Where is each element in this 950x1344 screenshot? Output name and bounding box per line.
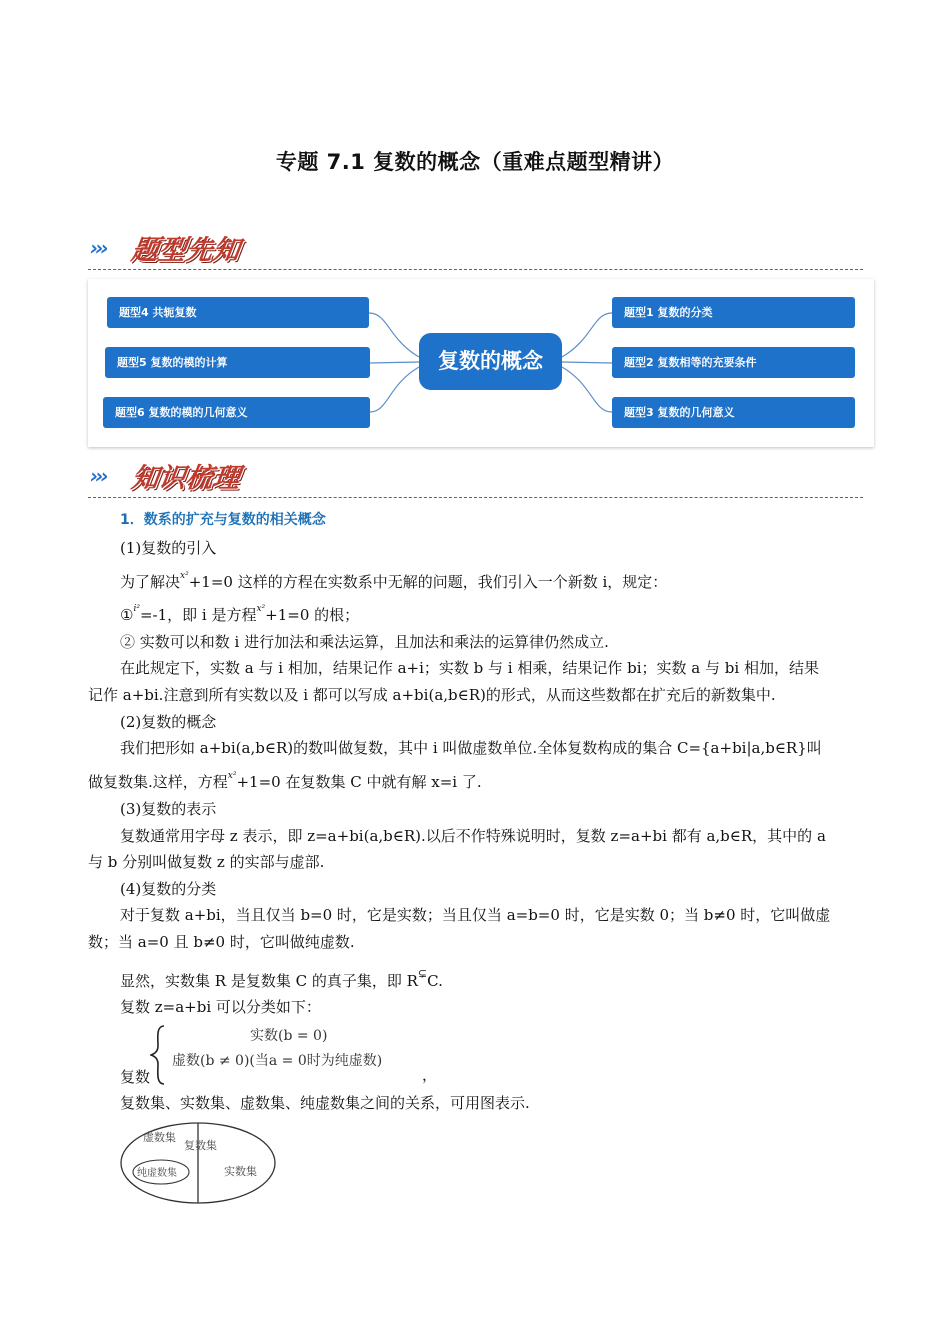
dashed-divider: [88, 497, 863, 498]
para-class-heading: (4)复数的分类: [120, 880, 217, 898]
section-heading: 1．数系的扩充与复数的相关概念: [120, 512, 326, 528]
para-concept-line2: 做复数集.这样，方程$^{x^2}$+1=0 在复数集 C 中就有解 x=i 了.: [88, 771, 482, 791]
para-repr-heading: (3)复数的表示: [120, 800, 217, 818]
para-repr-line1: 复数通常用字母 z 表示，即 z=a+bi(a,b∈R).以后不作特殊说明时，复数 z=a+bi 都有 a,b∈R，其中的 a: [120, 827, 826, 845]
para-define-line1: 在此规定下，实数 a 与 i 相加，结果记作 a+i；实数 b 与 i 相乘，结果记作 bi；实数 a 与 bi 相加，结果: [120, 659, 819, 677]
banner-text: 题型先知: [129, 235, 242, 266]
classify-real: 实数(b = 0): [250, 1028, 328, 1044]
para-rule2: ② 实数可以和数 i 进行加法和乘法运算，且加法和乘法的运算律仍然成立.: [120, 633, 609, 651]
para-define-line2: 记作 a+bi.注意到所有实数以及 i 都可以写成 a+bi(a,b∈R)的形式，从而这些数都在扩充后的新数集中.: [88, 686, 776, 704]
classify-imag: 虚数(b ≠ 0)(当a = 0时为纯虚数): [172, 1053, 383, 1069]
para-rule1: ①$^{i^2}$=-1，即 i 是方程$^{x^2}$+1=0 的根；: [120, 604, 360, 624]
para-classify-intro: 复数 z=a+bi 可以分类如下：: [120, 998, 321, 1016]
mind-node-type2: 题型2 复数相等的充要条件: [612, 347, 855, 378]
dashed-divider: [88, 269, 863, 270]
mind-node-type4: 题型4 共轭复数: [107, 297, 369, 328]
venn-imag-label: 虚数集: [143, 1131, 176, 1144]
banner-knowledge: [88, 454, 863, 498]
mind-center: 复数的概念: [419, 333, 562, 390]
mind-node-type6: 题型6 复数的模的几何意义: [103, 397, 370, 428]
para-intro-heading: (1)复数的引入: [120, 539, 217, 557]
mind-node-type5: 题型5 复数的模的计算: [105, 347, 370, 378]
para-class-line1: 对于复数 a+bi，当且仅当 b=0 时，它是实数；当且仅当 a=b=0 时，它是实数 0；当 b≠0 时，它叫做虚: [120, 906, 831, 924]
proper-subset-symbol: ⊊: [417, 967, 428, 980]
para-class-line2: 数；当 a=0 且 b≠0 时，它叫做纯虚数.: [88, 933, 355, 951]
x-squared: x²: [227, 771, 237, 781]
venn-real-label: 实数集: [224, 1165, 257, 1178]
para-venn-intro: 复数集、实数集、虚数集、纯虚数集之间的关系，可用图表示.: [120, 1094, 530, 1112]
banner-question-types: [88, 226, 863, 270]
mind-node-type3: 题型3 复数的几何意义: [612, 397, 855, 428]
venn-pure-label: 纯虚数集: [137, 1168, 177, 1179]
para-repr-line2: 与 b 分别叫做复数 z 的实部与虚部.: [88, 853, 325, 871]
classification-brace: [150, 1020, 430, 1090]
venn-complex-label: 复数集: [184, 1139, 217, 1152]
venn-diagram: [118, 1118, 278, 1208]
arrows-icon: ›››: [90, 464, 106, 488]
i-squared: i²: [133, 604, 140, 614]
brace-icon: [151, 1026, 164, 1084]
page-title: 专题 7.1 复数的概念（重难点题型精讲）: [275, 150, 675, 174]
para-intro: 为了解决$^{x^2}$+1=0 这样的方程在实数系中无解的问题，我们引入一个新数 i，规定：: [120, 571, 668, 591]
x-squared: x²: [256, 604, 266, 614]
mind-map: [88, 279, 874, 447]
classify-label: 复数: [120, 1068, 151, 1086]
arrows-icon: ›››: [90, 236, 106, 260]
para-concept-heading: (2)复数的概念: [120, 713, 217, 731]
banner-text: 知识梳理: [129, 463, 242, 494]
para-subset: 显然，实数集 R 是复数集 C 的真子集，即 R⊊C.: [120, 967, 443, 990]
para-concept-line1: 我们把形如 a+bi(a,b∈R)的数叫做复数，其中 i 叫做虚数单位.全体复数构成的集合 C={a+bi|a,b∈R}叫: [120, 739, 822, 757]
mind-node-type1: 题型1 复数的分类: [612, 297, 855, 328]
classify-comma: ，: [422, 1066, 438, 1084]
x-squared: x²: [180, 571, 189, 581]
